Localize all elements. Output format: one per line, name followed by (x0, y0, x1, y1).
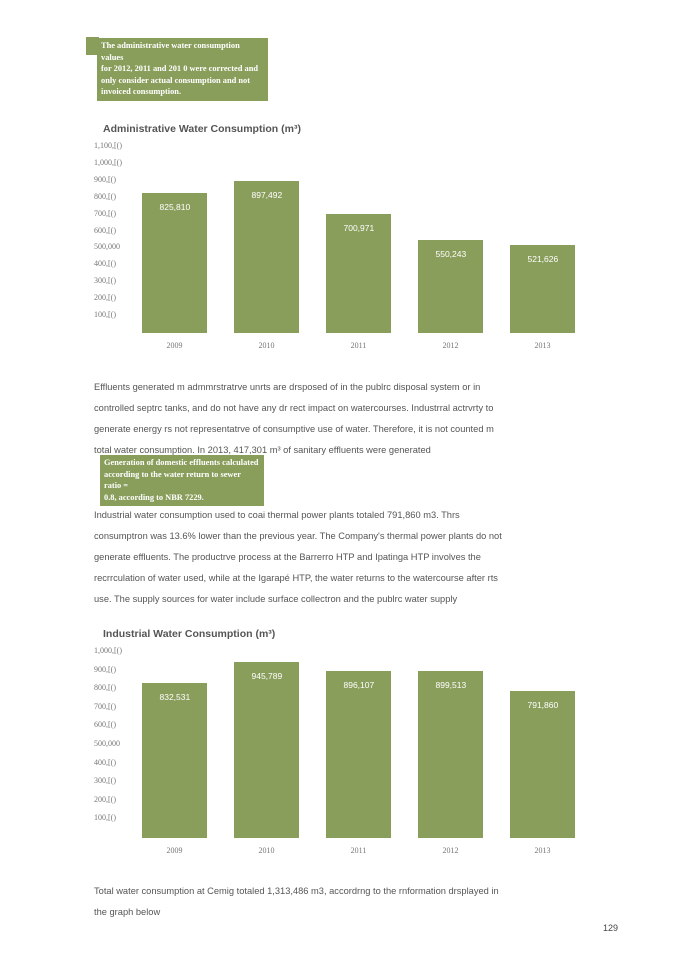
bar-value-label: 825,810 (159, 202, 191, 213)
paragraph-line: the graph below (94, 907, 161, 917)
y-tick-label: 200,[() (94, 293, 116, 303)
y-tick-label: 300,[() (94, 776, 116, 786)
paragraph-line: Industrial water consumption used to coai thermal power plants totaled 791,860 m3. Thrs (94, 510, 460, 520)
bar-2013 (510, 691, 575, 838)
y-tick-label: 800,[() (94, 683, 116, 693)
y-tick-label: 400,[() (94, 259, 116, 269)
note-line: for 2012, 2011 and 201 0 were corrected and (101, 64, 259, 74)
y-tick-label: 400,[() (94, 757, 116, 767)
page-number: 129 (603, 923, 619, 933)
note-line: according to the water return to sewer ratio = (104, 469, 241, 491)
bar-2009 (142, 683, 207, 838)
y-tick-label: 500,000 (94, 739, 120, 748)
x-tick-label: 2012 (442, 341, 459, 350)
y-tick-label: 700,[() (94, 208, 116, 218)
note-line: only consider actual consumption and not (101, 75, 250, 85)
y-tick-label: 100,[() (94, 310, 116, 320)
bar-value-label: 897,492 (251, 190, 283, 201)
effluents-paragraph (94, 377, 584, 461)
bar-value-label: 899,513 (435, 679, 467, 690)
y-tick-label: 500,000 (94, 242, 120, 252)
bar-2011 (326, 671, 391, 838)
x-tick-label: 2013 (534, 846, 551, 855)
x-tick-label: 2010 (258, 341, 275, 350)
x-tick-label: 2009 (166, 846, 183, 855)
y-tick-label: 1,000,[() (94, 157, 122, 167)
bar-2010 (234, 662, 299, 838)
y-tick-label: 200,[() (94, 794, 116, 804)
admin-chart-title: Administrative Water Consumption (m³) (103, 123, 301, 135)
note-domestic-effluents (100, 455, 264, 506)
paragraph-line: controlled septrc tanks, and do not have any dr rect impact on watercourses. Industrral actrvrty to (94, 403, 494, 413)
note-line: invoiced consumption. (101, 87, 182, 97)
note-line: The administrative water consumption values (101, 41, 240, 62)
total-consumption-paragraph (94, 881, 584, 923)
admin-water-chart (94, 140, 564, 355)
bar-value-label: 945,789 (251, 671, 283, 682)
y-tick-label: 600,[() (94, 225, 116, 235)
paragraph-line: consumptron was 13.6% lower than the previous year. The Company's thermal power plants do not (94, 531, 502, 541)
x-tick-label: 2011 (350, 341, 367, 350)
y-tick-label: 600,[() (94, 720, 116, 730)
bar-2012 (418, 671, 483, 838)
industrial-paragraph (94, 505, 584, 610)
x-tick-label: 2013 (534, 341, 551, 350)
bar-value-label: 791,860 (527, 699, 559, 710)
bar-value-label: 521,626 (527, 253, 559, 264)
y-tick-label: 800,[() (94, 191, 116, 201)
paragraph-line: recrrculation of water used, while at the Igarapé HTP, the water returns to the watercourse after rts (94, 573, 498, 583)
paragraph-line: generate effluents. The productrve process at the Barrerro HTP and Ipatinga HTP involves the (94, 552, 481, 562)
bar-2010 (234, 181, 299, 333)
paragraph-line: total water consumption. In 2013, 417,301 m³ of sanitary effluents were generated (94, 445, 431, 455)
y-tick-label: 700,[() (94, 701, 116, 711)
y-tick-label: 900,[() (94, 174, 116, 184)
bar-2009 (142, 193, 207, 333)
y-tick-label: 1,100,[() (94, 141, 122, 150)
industrial-chart-title: Industrial Water Consumption (m³) (103, 628, 276, 640)
bar-value-label: 896,107 (343, 680, 375, 691)
bar-value-label: 550,243 (435, 248, 467, 259)
note-corrected-values (97, 38, 268, 101)
y-tick-label: 100,[() (94, 813, 116, 823)
y-tick-label: 1,000,[() (94, 646, 122, 655)
paragraph-line: Effluents generated m admmrstratrve unrts are drsposed of in the publrc disposal system or in (94, 382, 481, 392)
bar-value-label: 700,971 (343, 223, 375, 234)
paragraph-line: Total water consumption at Cemig totaled 1,313,486 m3, accordrng to the rnformation drsplayed in (94, 886, 499, 896)
x-tick-label: 2010 (258, 846, 275, 855)
x-tick-label: 2012 (442, 846, 459, 855)
paragraph-line: generate energy rs not representatrve of consumptive use of water. Therefore, it is not counted m (94, 424, 494, 434)
y-tick-label: 900,[() (94, 664, 116, 674)
x-tick-label: 2011 (350, 846, 367, 855)
x-tick-label: 2009 (166, 341, 183, 350)
bar-value-label: 832,531 (159, 692, 191, 703)
note-line: Generation of domestic effluents calculated (104, 458, 259, 467)
paragraph-line: use. The supply sources for water include surface collectron and the publrc water supply (94, 594, 458, 604)
industrial-water-chart (94, 645, 564, 860)
y-tick-label: 300,[() (94, 276, 116, 286)
note-line: 0.8, according to NBR 7229. (104, 492, 204, 502)
